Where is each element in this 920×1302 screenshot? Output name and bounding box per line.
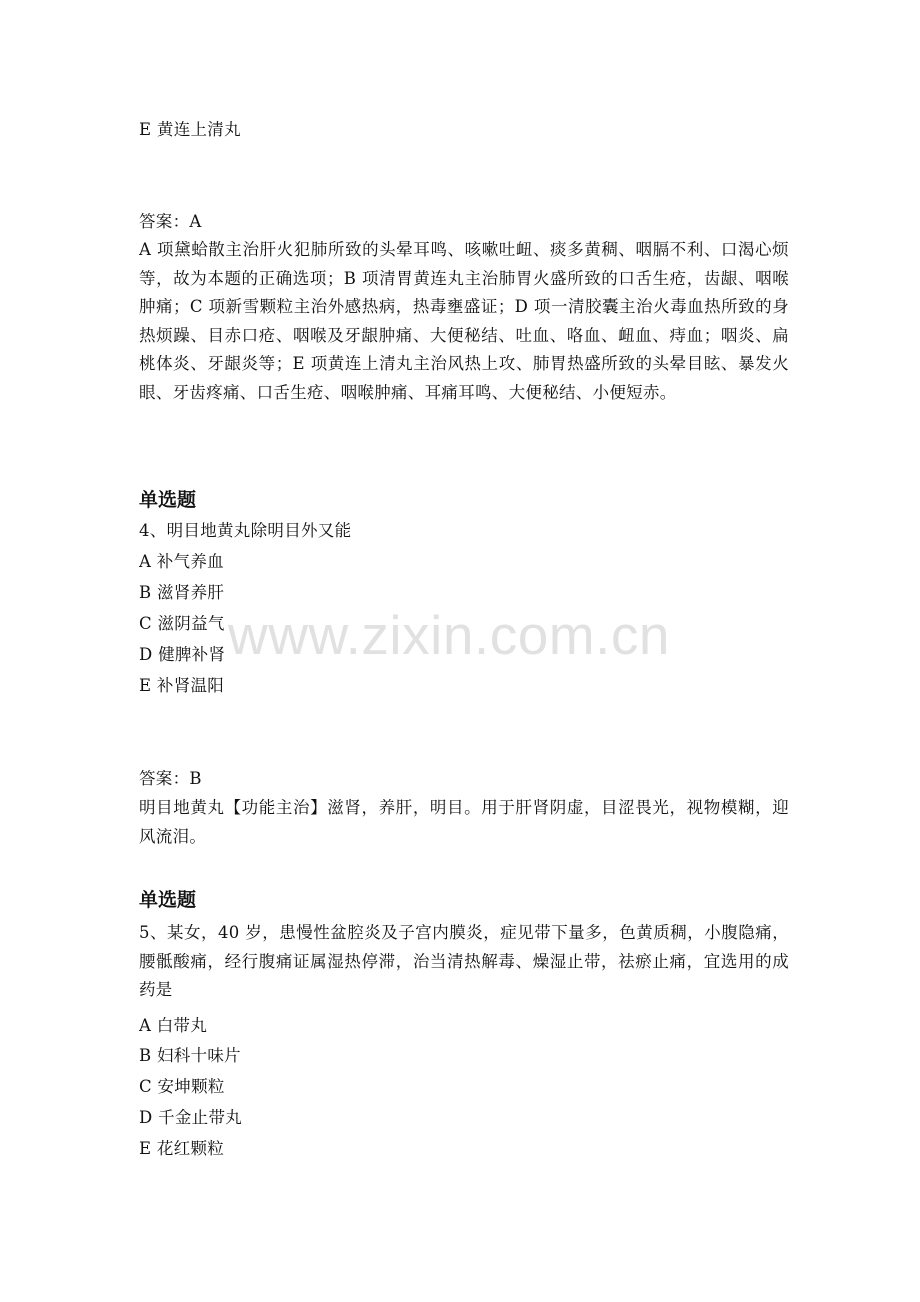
q5-option-e: E 花红颗粒 — [139, 1139, 225, 1158]
watermark: www.zixin.com.cn — [228, 604, 670, 666]
q5-option-d: D 千金止带丸 — [139, 1108, 243, 1127]
q4-section-heading: 单选题 — [139, 489, 197, 511]
q4-explanation: 明目地黄丸【功能主治】滋肾，养肝，明目。用于肝肾阴虚，目涩畏光，视物模糊，迎风流泪。 — [139, 798, 789, 846]
q4-option-c: C 滋阴益气 — [139, 614, 225, 633]
q4-question: 4、明目地黄丸除明目外又能 — [139, 521, 352, 540]
q3-explanation: A 项黛蛤散主治肝火犯肺所致的头晕耳鸣、咳嗽吐衄、痰多黄稠、咽膈不利、口渴心烦等，故为本题的正确选项；B 项清胃黄连丸主治肺胃火盛所致的口舌生疮，齿龈、咽喉肿痛；C 项新雪颗粒主治外感热病，热毒壅盛证；D 项一清胶囊主治火毒血热所致的身热烦躁、目赤口疮、咽喉及牙龈肿痛、大便秘结、吐血、咯血、衄血、痔血；咽炎、扁桃体炎、牙龈炎等；E 项黄连上清丸主治风热上攻、肺胃热盛所致的头晕目眩、暴发火眼、牙齿疼痛、口舌生疮、咽喉肿痛、耳痛耳鸣、大便秘结、小便短赤。 — [139, 240, 789, 402]
q4-option-e: E 补肾温阳 — [139, 676, 225, 695]
q5-option-c: C 安坤颗粒 — [139, 1077, 225, 1096]
q4-option-a: A 补气养血 — [139, 552, 224, 571]
q4-option-d: D 健脾补肾 — [139, 645, 226, 664]
q4-option-b: B 滋肾养肝 — [139, 583, 225, 602]
q4-answer: 答案：B — [139, 769, 202, 788]
q5-option-b: B 妇科十味片 — [139, 1046, 241, 1065]
q3-option-e: E 黄连上清丸 — [139, 120, 241, 139]
q5-section-heading: 单选题 — [139, 889, 197, 911]
q3-answer: 答案：A — [139, 212, 202, 231]
q5-question: 5、某女，40 岁，患慢性盆腔炎及子宫内膜炎，症见带下量多，色黄质稠，小腹隐痛，腰骶酸痛，经行腹痛证属湿热停滞，治当清热解毒、燥湿止带，祛瘀止痛，宜选用的成药是 — [139, 923, 789, 999]
q5-option-a: A 白带丸 — [139, 1016, 208, 1035]
